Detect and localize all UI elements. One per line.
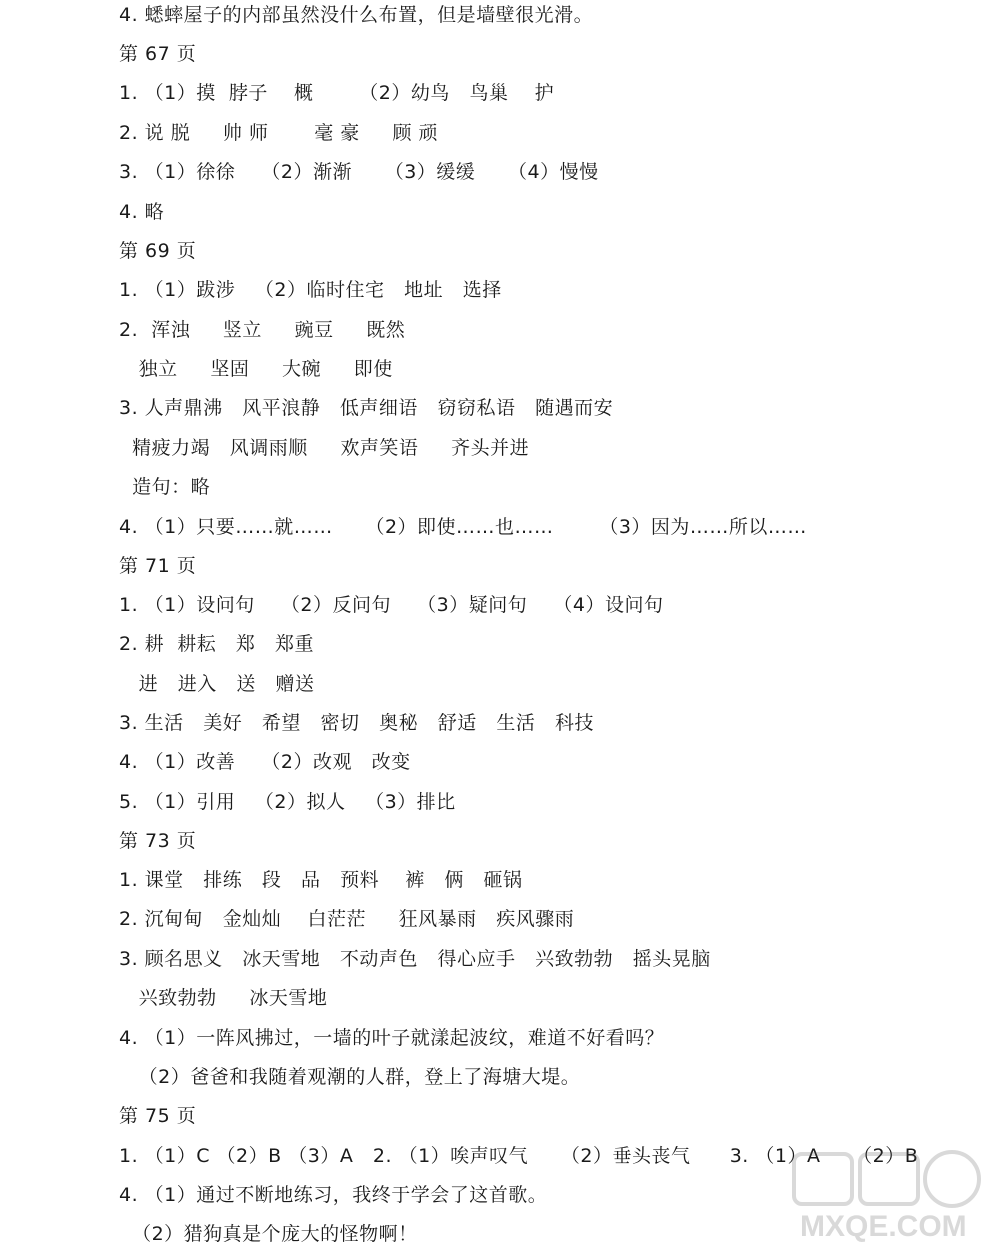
text-line: 3. （1）徐徐 （2）渐渐 （3）缓缓 （4）慢慢 [119, 161, 599, 183]
text-line: 2. 沉甸甸 金灿灿 白茫茫 狂风暴雨 疾风骤雨 [119, 908, 575, 930]
text-line: 1. （1）摸 脖子 概 （2）幼鸟 鸟巢 护 [119, 82, 555, 104]
text-line: 第 71 页 [119, 555, 197, 577]
text-line: 第 73 页 [119, 830, 197, 852]
text-line: 1. （1）跋涉 （2）临时住宅 地址 选择 [119, 279, 502, 301]
text-line: 第 69 页 [119, 240, 197, 262]
text-line: 1. （1）C （2）B （3）A 2. （1）唉声叹气 （2）垂头丧气 3. （1）A （2）B [119, 1145, 919, 1167]
text-line: 进 进入 送 赠送 [119, 673, 315, 695]
text-line: 3. 生活 美好 希望 密切 奥秘 舒适 生活 科技 [119, 712, 594, 734]
text-line: 4. （1）一阵风拂过，一墙的叶子就漾起波纹，难道不好看吗？ [119, 1027, 665, 1049]
text-line: 兴致勃勃 冰天雪地 [119, 987, 328, 1009]
text-line: 2. 耕 耕耘 郑 郑重 [119, 633, 314, 655]
text-line: 2. 浑浊 竖立 豌豆 既然 [119, 319, 406, 341]
text-line: 第 75 页 [119, 1105, 197, 1127]
text-line: 4. 蟋蟀屋子的内部虽然没什么布置，但是墙壁很光滑。 [119, 4, 594, 26]
text-line: 1. （1）设问句 （2）反问句 （3）疑问句 （4）设问句 [119, 594, 664, 616]
text-line: 1. 课堂 排练 段 品 预料 裤 俩 砸锅 [119, 869, 523, 891]
text-line: 4. （1）改善 （2）改观 改变 [119, 751, 411, 773]
watermark-url: MXQE.COM [800, 1210, 967, 1243]
text-line: 造句：略 [119, 476, 211, 498]
text-line: 5. （1）引用 （2）拟人 （3）排比 [119, 791, 456, 813]
text-line: 2. 说 脱 帅 师 毫 豪 顾 顽 [119, 122, 438, 144]
text-line: 4. 略 [119, 201, 165, 223]
text-line: 4. （1）只要……就…… （2）即使……也…… （3）因为……所以…… [119, 516, 807, 538]
text-line: 精疲力竭 风调雨顺 欢声笑语 齐头并进 [119, 437, 530, 459]
text-line: 4. （1）通过不断地练习，我终于学会了这首歌。 [119, 1184, 548, 1206]
text-line: （2）猎狗真是个庞大的怪物啊！ [119, 1223, 418, 1245]
text-line: 3. 顾名思义 冰天雪地 不动声色 得心应手 兴致勃勃 摇头晃脑 [119, 948, 711, 970]
text-line: （2）爸爸和我随着观潮的人群，登上了海塘大堤。 [119, 1066, 581, 1088]
text-line: 3. 人声鼎沸 风平浪静 低声细语 窃窃私语 随遇而安 [119, 397, 614, 419]
text-line: 第 67 页 [119, 43, 197, 65]
text-line: 独立 坚固 大碗 即使 [119, 358, 393, 380]
